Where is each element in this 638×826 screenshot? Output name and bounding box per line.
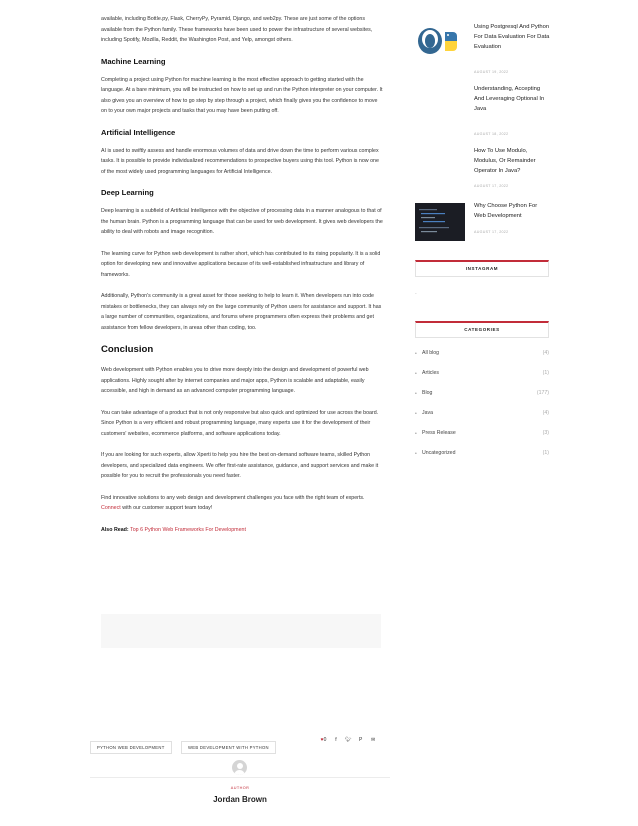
- category-name[interactable]: Java: [422, 410, 433, 416]
- recent-post[interactable]: [415, 146, 549, 201]
- author-name[interactable]: Jordan Brown: [213, 795, 267, 804]
- category-item[interactable]: [415, 390, 549, 410]
- post-date: AUGUST 17, 2022: [474, 184, 509, 188]
- author-avatar[interactable]: [232, 760, 247, 775]
- conclusion-paragraph: [101, 493, 383, 514]
- postgres-python-thumbnail[interactable]: [415, 24, 465, 62]
- author-divider: [90, 777, 390, 778]
- twitter-icon[interactable]: 🐦︎: [345, 737, 352, 743]
- conclusion-paragraph: Web development with Python enables you to drive more deeply into the design and development of powerful web applications. Highly sought after by internet companies and major apps, Python is scalable and adaptable, easily accessible, and high in demand as an advanced computer programming language.: [101, 367, 369, 394]
- bullet-icon: •: [415, 431, 417, 437]
- section-paragraph: Deep learning is a subfield of Artificial Intelligence with the objective of processing data in a manner analogous to that of the human brain. Python is a programming language that can be used for web development. It gives web developers the ability to deal with robots and image recognition.: [101, 208, 383, 235]
- category-item[interactable]: [415, 450, 549, 470]
- conclusion-heading: Conclusion: [101, 344, 154, 355]
- like-button[interactable]: ♥0: [320, 737, 327, 743]
- share-bar: [318, 737, 379, 743]
- section-paragraph: Completing a project using Python for machine learning is the most effective approach to getting started with the language. At a bare minimum, you will be instructed on how to set up and run the Python interpreter on your computer. It also gives you an overview of how to go step by step through a project, which finally gives you the confidence to move on to your own major projects and tasks that you may have been putting off.: [101, 76, 383, 114]
- bullet-icon: •: [415, 451, 417, 457]
- category-item[interactable]: [415, 430, 549, 450]
- section-heading: Machine Learning: [101, 56, 166, 66]
- post-title[interactable]: Using Postgresql And Python For Data Evaluation For Data Evaluation: [474, 24, 550, 50]
- bullet-icon: •: [415, 391, 417, 397]
- category-count: (4): [542, 350, 549, 356]
- category-name[interactable]: Uncategorized: [422, 450, 456, 456]
- category-name[interactable]: Press Release: [422, 430, 456, 436]
- recent-post[interactable]: [415, 84, 549, 146]
- recent-post[interactable]: [415, 201, 549, 256]
- section-heading: Artificial Intelligence: [101, 127, 176, 137]
- learning-curve-paragraph: The learning curve for Python web development is rather short, which has contributed to its rising popularity. It is a solid option for developing new and innovative applications because of its well-established infrastructure and library of frameworks.: [101, 250, 381, 278]
- post-tags: [90, 736, 281, 754]
- like-count: 0: [323, 737, 327, 743]
- category-name[interactable]: Blog: [422, 390, 433, 396]
- category-name[interactable]: All blog: [422, 350, 440, 356]
- intro-paragraph: available, including Bottle.py, Flask, CherryPy, Pyramid, Django, and web2py. These are just some of the options available from the Python family. These frameworks have been used to power the infrastructure of several websites, including Spotify, Mozilla, Reddit, the Washington Post, and Yelp, amongst others.: [101, 16, 373, 43]
- embed-placeholder: [101, 614, 381, 648]
- email-icon[interactable]: ✉: [370, 737, 376, 743]
- sidebar: [415, 22, 549, 470]
- instagram-feed: -: [415, 291, 417, 297]
- also-read: [101, 525, 383, 536]
- pinterest-icon[interactable]: P: [359, 737, 363, 743]
- facebook-icon[interactable]: f: [335, 737, 337, 743]
- section-paragraph: AI is used to swiftly assess and handle enormous volumes of data and drive down the time to perform various complex tasks. It is possible to provide individualized recommendations to prospective buyers using this tool. Python is now one of the most widely used programming languages for Artificial Intelligence.: [101, 147, 379, 175]
- category-item[interactable]: [415, 370, 549, 390]
- post-date: AUGUST 18, 2022: [474, 132, 509, 136]
- author-label: AUTHOR: [230, 786, 250, 790]
- category-count: (3): [542, 430, 549, 436]
- category-count: (1): [542, 450, 549, 456]
- also-read-label: Also Read:: [101, 526, 129, 533]
- post-title[interactable]: Why Choose Python For Web Development: [474, 203, 538, 219]
- tag-web-development-with-python[interactable]: WEB DEVELOPMENT WITH PYTHON: [181, 741, 276, 754]
- category-count: (4): [542, 410, 549, 416]
- community-paragraph: Additionally, Python's community is a great asset for those seeking to help to learn it. When developers run into code mistakes or bottlenecks, they can always rely on the large community of Python users for assistance and support. It has a large number of communities, organizations, and forums where programmers often express their problems and get assistance from fellow developers, in areas other than coding, too.: [101, 293, 382, 331]
- categories-list: [415, 350, 549, 470]
- bullet-icon: •: [415, 351, 417, 357]
- connect-link[interactable]: Connect: [101, 505, 121, 511]
- bullet-icon: •: [415, 411, 417, 417]
- categories-widget-title: CATEGORIES: [415, 321, 549, 338]
- bullet-icon: •: [415, 371, 417, 377]
- instagram-widget-title: INSTAGRAM: [415, 260, 549, 277]
- category-count: (177): [536, 390, 549, 396]
- category-name[interactable]: Articles: [422, 370, 440, 376]
- conclusion-paragraph: You can take advantage of a product that is not only responsive but also quick and optimized for use across the board. Since Python is a very efficient and robust programming language, many experts use it for the development of their customers' websites, ecommerce platforms, and software applications today.: [101, 409, 379, 437]
- category-item[interactable]: [415, 410, 549, 430]
- post-title[interactable]: How To Use Modulo, Modulus, Or Remainder Operator In Java?: [474, 148, 536, 174]
- category-count: (1): [542, 370, 549, 376]
- category-item[interactable]: [415, 350, 549, 370]
- code-editor-thumbnail[interactable]: [415, 203, 465, 241]
- also-read-link[interactable]: Top 6 Python Web Frameworks For Development: [130, 526, 246, 533]
- article-body: [101, 14, 383, 535]
- post-title[interactable]: Understanding, Accepting And Leveraging Optional In Java: [474, 86, 545, 112]
- conclusion-paragraph: If you are looking for such experts, allow Xperti to help you hire the best on-demand software teams, skilled Python developers, and specialized data engineers. We offer first-rate assistance, guidance, and support services and make it possible for you to recruit the professionals you need faster.: [101, 452, 379, 479]
- recent-post[interactable]: [415, 22, 549, 84]
- conclusion-text: Find innovative solutions to any web design and development challenges you face with the right team of experts.: [101, 494, 365, 501]
- post-date: AUGUST 19, 2022: [474, 70, 509, 74]
- conclusion-text: with our customer support team today!: [120, 505, 213, 511]
- post-date: AUGUST 17, 2022: [474, 230, 509, 234]
- tag-python-web-development[interactable]: PYTHON WEB DEVELOPMENT: [90, 741, 172, 754]
- section-heading: Deep Learning: [101, 188, 154, 197]
